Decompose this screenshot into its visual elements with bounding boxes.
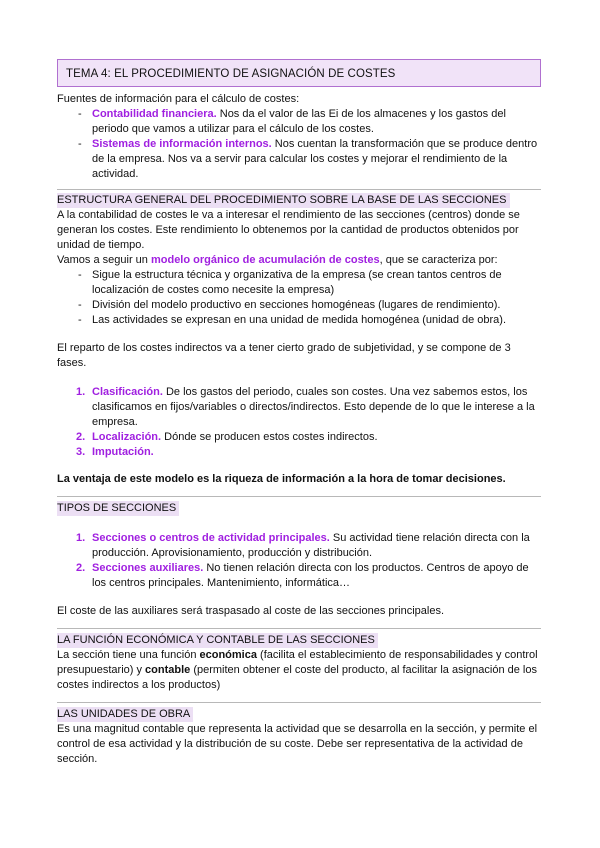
page-title: TEMA 4: EL PROCEDIMIENTO DE ASIGNACIÓN DE COSTES [66, 68, 396, 80]
term-clasificacion: Clasificación. [92, 386, 163, 398]
ventaja-statement: La ventaja de este modelo es la riqueza de información a la hora de tomar decisiones. [57, 473, 506, 485]
item-text: Nos da el valor de las Ei de los almacenes y los gastos del periodo que vamos a utilizar para el cálculo de los costes. [92, 108, 506, 135]
item-text: De los gastos del periodo, cuales son costes. Una vez sabemos estos, los clasificamos en fijos/variables o directos/indirectos. Esto depende de lo que le interese a la empresa. [92, 386, 535, 428]
auxiliares-note: El coste de las auxiliares será traspasado al coste de las secciones principales. [57, 605, 445, 617]
estructura-paragraph: A la contabilidad de costes le va a interesar el rendimiento de las secciones (centros) donde se generan los costes. Este rendimiento lo obtenemos por la cantidad de productos obtenidos por unidad de tiempo. [57, 209, 520, 251]
text-fragment: , que se caracteriza por: [379, 254, 498, 266]
list-item: - División del modelo productivo en secciones homogéneas (lugares de rendimiento). [57, 298, 542, 313]
text-fragment: (facilita el establecimiento de responsabilidades y control presupuestario) y [57, 649, 538, 676]
section-heading-funcion: LA FUNCIÓN ECONÓMICA Y CONTABLE DE LAS SECCIONES [57, 633, 378, 648]
term-sistemas-informacion: Sistemas de información internos. [92, 138, 272, 150]
item-text: Dónde se producen estos costes indirectos. [161, 431, 378, 443]
item-text: Nos cuentan la transformación que se produce dentro de la empresa. Nos va a servir para calcular los costes y mejorar el rendimiento de la actividad. [92, 138, 538, 180]
list-item [57, 107, 542, 137]
funcion-text [57, 648, 542, 693]
item-number: 1. [76, 532, 86, 544]
list-item [57, 561, 542, 591]
term-contable: contable [145, 664, 191, 676]
fases-section [57, 385, 542, 460]
term-secciones-auxiliares: Secciones auxiliares. [92, 562, 204, 574]
list-item: - Sigue la estructura técnica y organizativa de la empresa (se crean tantos centros de localización de costes como necesite la empresa) [57, 268, 542, 298]
list-item [57, 445, 542, 460]
text-fragment: (permiten obtener el coste del producto, al facilitar la asignación de los costes indirectos a los productos) [57, 664, 537, 691]
funcion-paragraph [57, 648, 542, 693]
title-box [57, 59, 541, 87]
term-modelo-organico: modelo orgánico de acumulación de costes [150, 254, 380, 266]
caracteristicas-list [57, 268, 542, 328]
section-heading-estructura: ESTRUCTURA GENERAL DEL PROCEDIMIENTO SOBRE LA BASE DE LAS SECCIONES [57, 193, 510, 208]
tipos-section [57, 531, 542, 591]
estructura-paragraph-2 [57, 253, 542, 268]
list-item [57, 531, 542, 561]
term-imputacion: Imputación. [92, 446, 154, 458]
tipos-list [57, 531, 542, 591]
estructura-section [57, 208, 542, 328]
section-divider [57, 702, 541, 703]
fuentes-section [57, 92, 542, 182]
item-number: 2. [76, 562, 86, 574]
list-item [57, 430, 542, 445]
list-item [57, 137, 542, 182]
item-text: No tienen relación directa con los productos. Centros de apoyo de los centros principales. Mantenimiento, informática… [92, 562, 529, 589]
reparto-paragraph: El reparto de los costes indirectos va a tener cierto grado de subjetividad, y se compone de 3 fases. [57, 342, 511, 369]
item-number: 2. [76, 431, 86, 443]
unidades-paragraph: Es una magnitud contable que representa la actividad que se desarrolla en la sección, y permite el control de esa actividad y la distribución de su coste. Debe ser representativa de la actividad de sección. [57, 723, 538, 765]
section-divider [57, 189, 541, 190]
item-number: 1. [76, 386, 86, 398]
fases-list [57, 385, 542, 460]
term-economica: económica [199, 649, 257, 661]
term-contabilidad-financiera: Contabilidad financiera. [92, 108, 217, 120]
section-divider [57, 628, 541, 629]
fuentes-list [57, 107, 542, 182]
list-item [57, 385, 542, 430]
item-text: Su actividad tiene relación directa con la producción. Aprovisionamiento, producción y distribución. [92, 532, 530, 559]
fuentes-intro: Fuentes de información para el cálculo de costes: [57, 93, 300, 105]
list-item: - Las actividades se expresan en una unidad de medida homogénea (unidad de obra). [57, 313, 542, 328]
term-localizacion: Localización. [92, 431, 162, 443]
text-fragment: Vamos a seguir un [57, 254, 151, 266]
text-fragment: La sección tiene una función [57, 649, 200, 661]
section-divider [57, 496, 541, 497]
section-heading-unidades: LAS UNIDADES DE OBRA [57, 707, 193, 722]
section-heading-tipos: TIPOS DE SECCIONES [57, 501, 179, 516]
item-number: 3. [76, 446, 86, 458]
term-secciones-principales: Secciones o centros de actividad principales. [92, 532, 330, 544]
